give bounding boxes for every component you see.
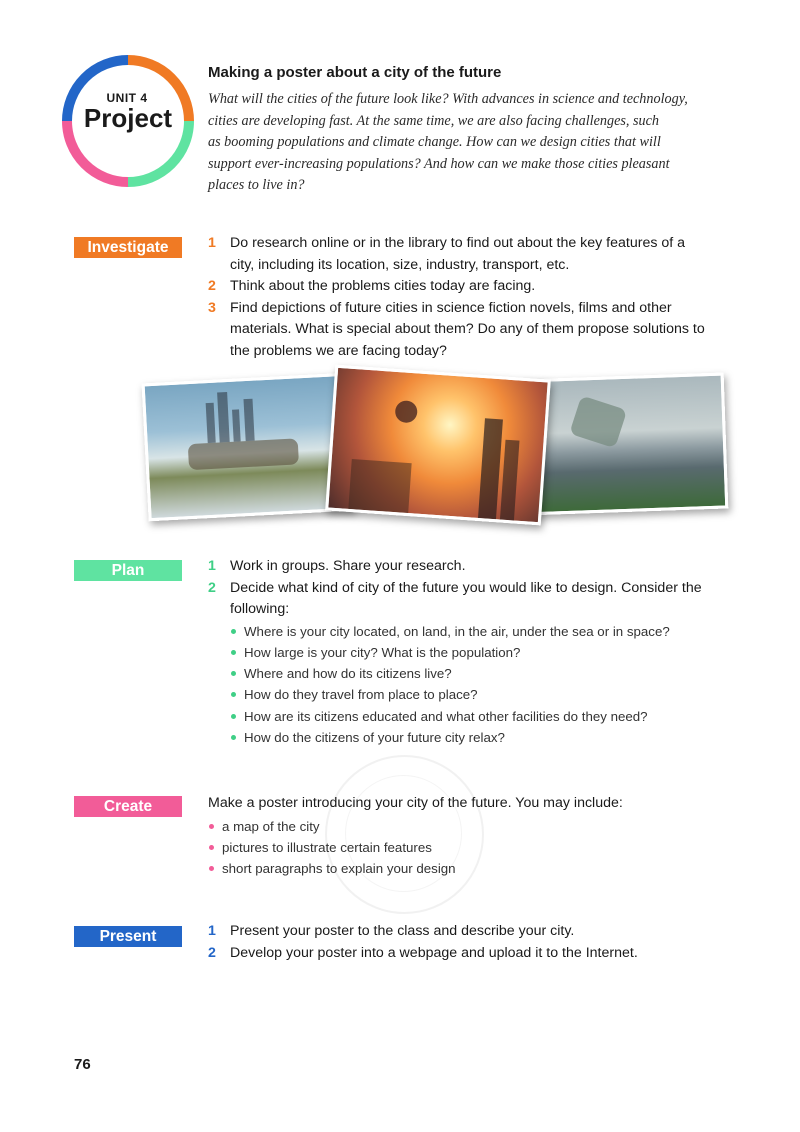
bullet-item: pictures to illustrate certain features — [208, 837, 728, 858]
item-line: Do research online or in the library to find out about the key features of a — [230, 235, 686, 251]
bullet-item: How do the citizens of your future city relax? — [230, 727, 728, 748]
intro-line: What will the cities of the future look like? With advances in science and technology, — [208, 91, 688, 107]
intro-line: as booming populations and climate change. How can we design cities that will — [208, 134, 661, 150]
list-item — [208, 943, 728, 965]
plan-list — [208, 556, 728, 748]
section-tab-investigate: Investigate — [74, 237, 182, 258]
item-line: city, including its location, size, industry, transport, etc. — [230, 256, 570, 273]
item-line: Present your poster to the class and describe your city. — [230, 923, 575, 939]
list-item — [208, 298, 728, 363]
item-number: 1 — [208, 235, 216, 251]
floating-city-photo — [142, 373, 355, 522]
page-title: Making a poster about a city of the future — [208, 64, 502, 81]
create-section — [208, 793, 728, 879]
create-intro: Make a poster introducing your city of the future. You may include: — [208, 795, 623, 811]
unit-badge — [62, 55, 196, 189]
bullet-item: short paragraphs to explain your design — [208, 858, 728, 879]
item-line: Think about the problems cities today are facing. — [230, 278, 536, 294]
bullet-item: a map of the city — [208, 816, 728, 837]
section-tab-present: Present — [74, 926, 182, 947]
item-line: following: — [230, 601, 290, 617]
bullet-item: How are its citizens educated and what other facilities do they need? — [230, 706, 728, 727]
intro-line: support ever-increasing populations? And how can we make those cities pleasant — [208, 155, 670, 172]
bullet-item: Where is your city located, on land, in the air, under the sea or in space? — [230, 621, 728, 642]
page-number: 76 — [74, 1056, 91, 1073]
item-number: 1 — [208, 923, 216, 939]
list-item — [208, 921, 728, 943]
item-line: Work in groups. Share your research. — [230, 558, 466, 574]
present-list — [208, 921, 728, 964]
unit-number: UNIT 4 — [106, 91, 148, 105]
floating-cube-photo — [520, 372, 729, 515]
investigate-list — [208, 233, 728, 362]
intro-line: cities are developing fast. At the same time, we are also facing challenges, such — [208, 112, 660, 129]
item-number: 2 — [208, 579, 216, 596]
list-item — [208, 233, 728, 276]
item-number: 1 — [208, 558, 216, 574]
badge-title: Project — [83, 103, 173, 133]
list-item — [208, 276, 728, 298]
item-line: Develop your poster into a webpage and upload it to the Internet. — [230, 944, 638, 961]
section-tab-plan: Plan — [74, 560, 182, 581]
item-line: Find depictions of future cities in science fiction novels, films and other — [230, 299, 672, 316]
item-line: Decide what kind of city of the future you would like to design. Consider the — [230, 579, 702, 596]
intro-paragraph — [208, 89, 728, 197]
item-line: materials. What is special about them? Do any of them propose solutions to — [230, 321, 705, 337]
item-number: 3 — [208, 299, 216, 316]
intro-line: places to live in? — [208, 177, 305, 193]
create-bullets — [208, 816, 728, 880]
sunset-city-photo — [325, 365, 551, 526]
bullet-item: Where and how do its citizens live? — [230, 663, 728, 684]
item-number: 2 — [208, 944, 216, 961]
item-line: the problems we are facing today? — [230, 342, 447, 359]
bullet-item: How do they travel from place to place? — [230, 684, 728, 705]
item-number: 2 — [208, 278, 216, 294]
section-tab-create: Create — [74, 796, 182, 817]
list-item — [208, 556, 728, 578]
list-item — [208, 578, 728, 749]
plan-bullets — [230, 621, 728, 749]
bullet-item: How large is your city? What is the population? — [230, 642, 728, 663]
